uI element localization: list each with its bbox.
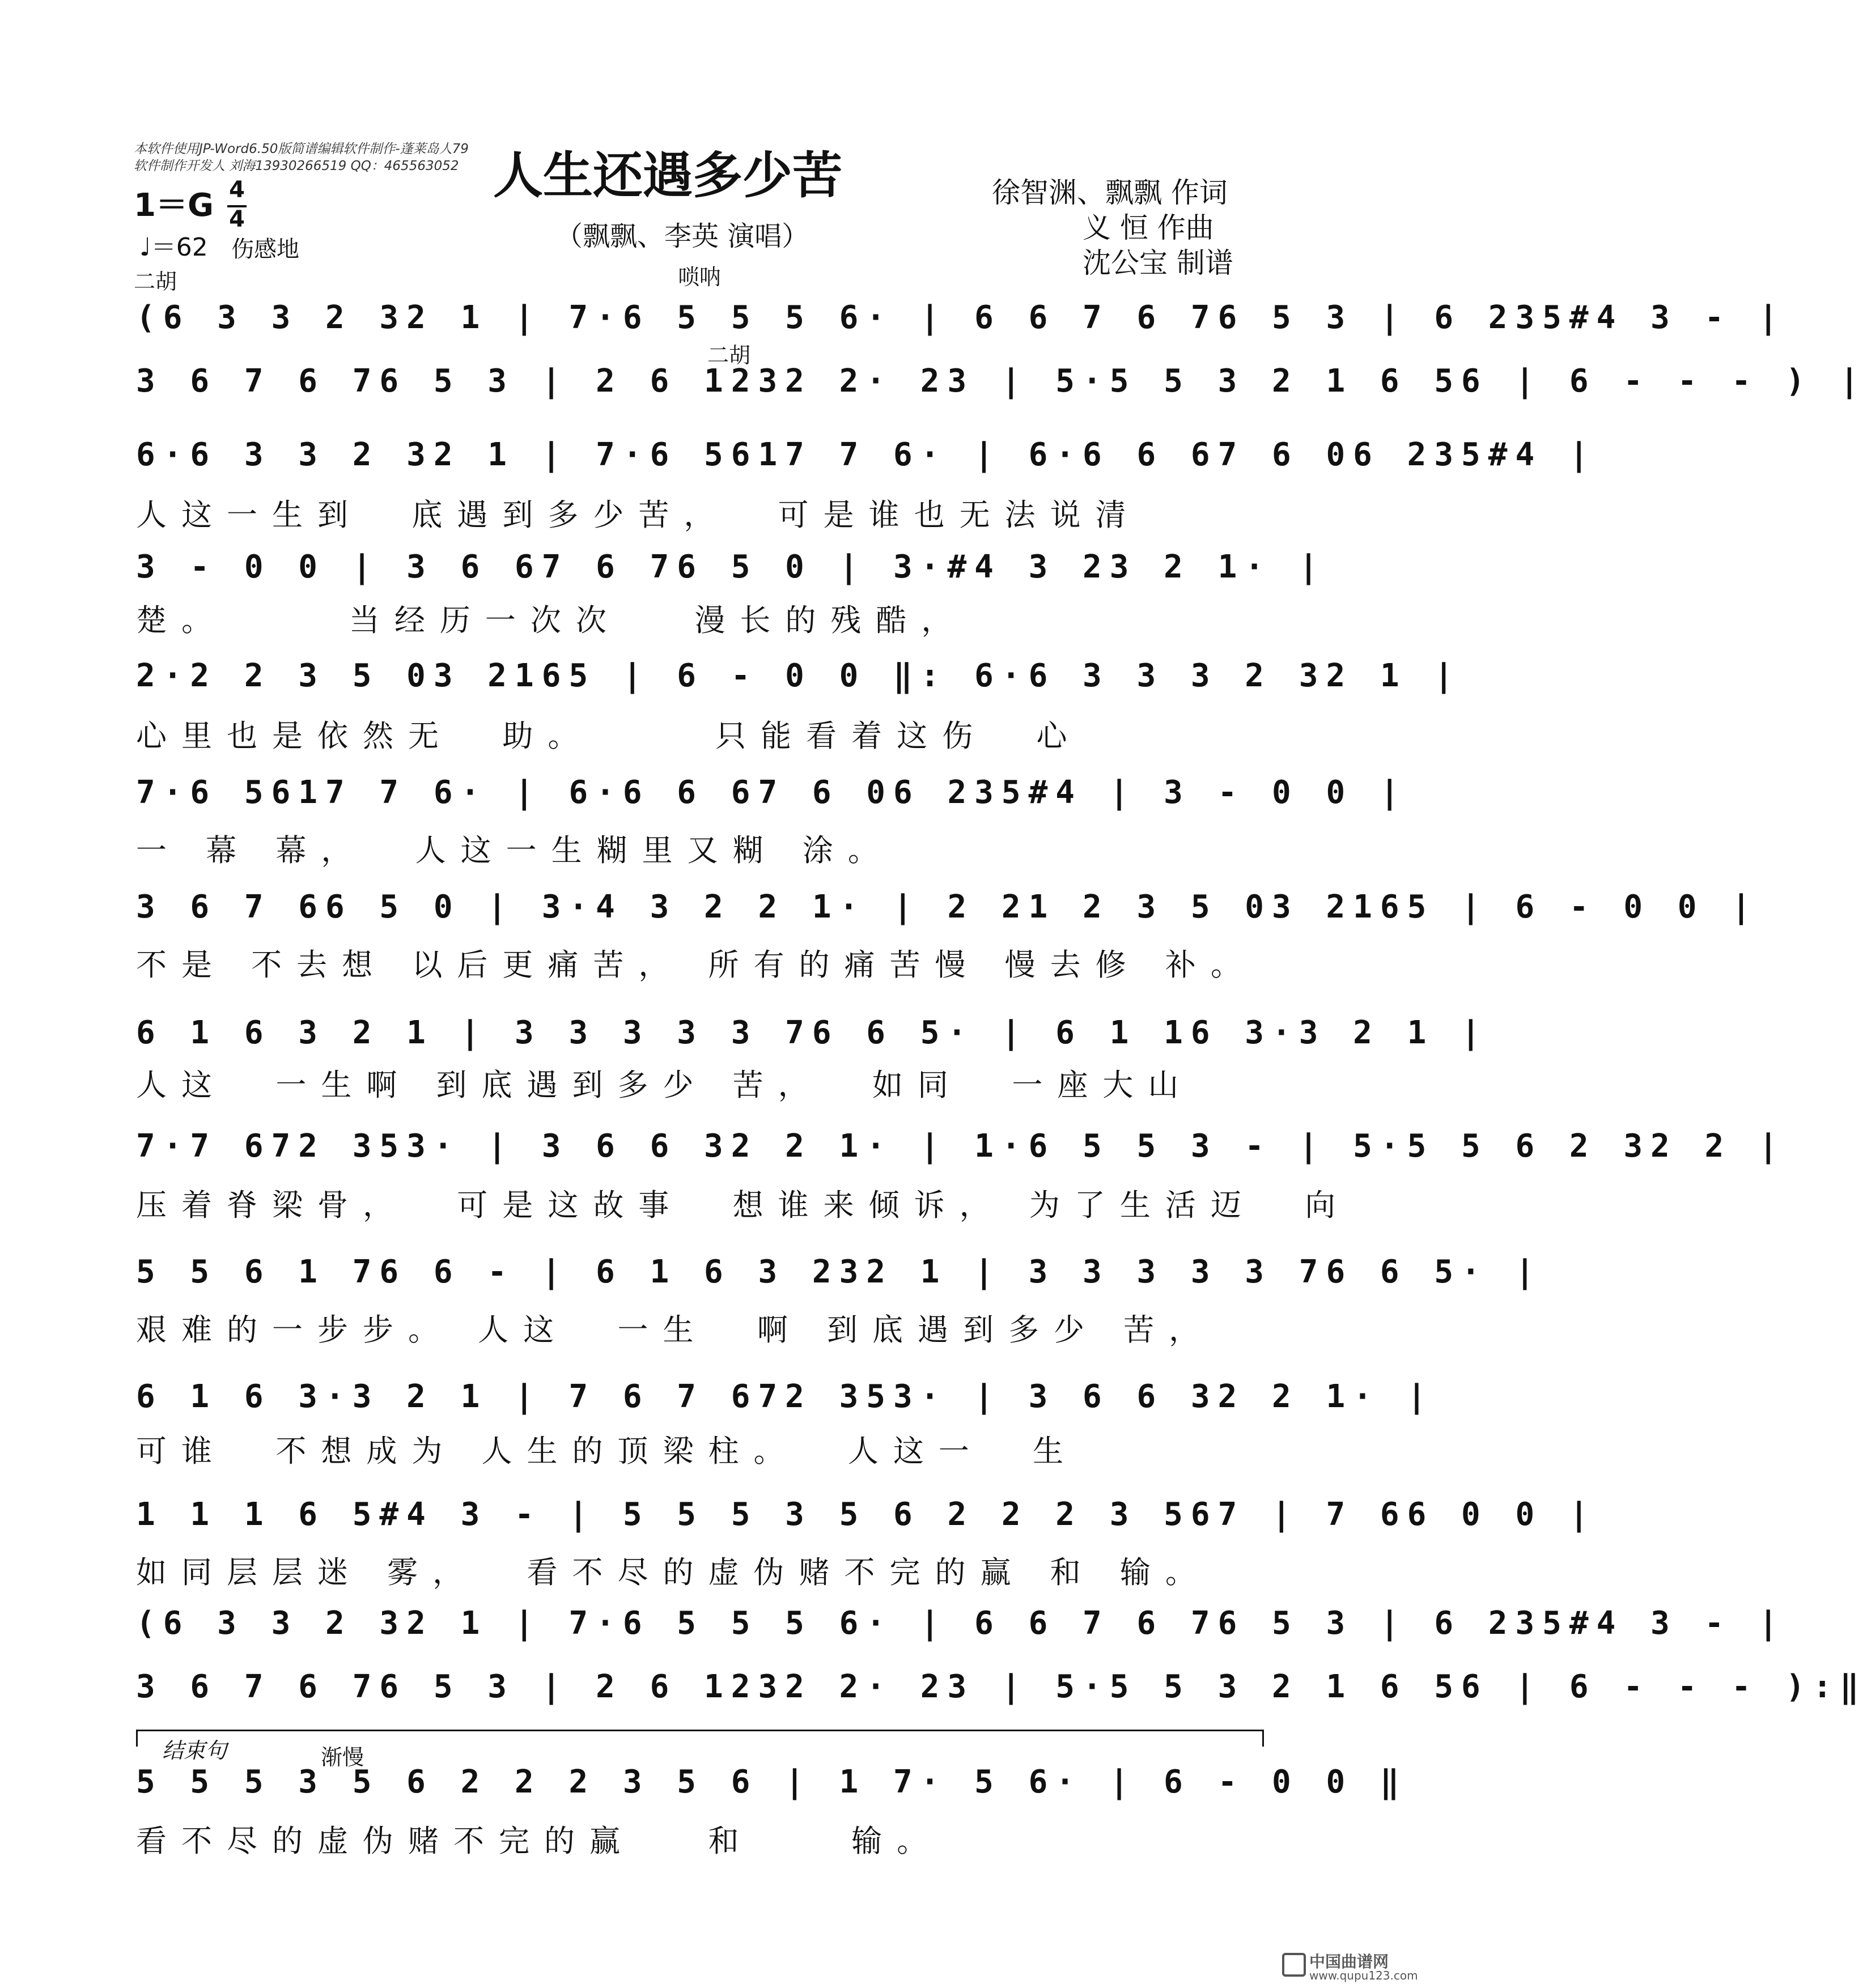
software-credit-line-2: 软件制作开发人 刘海13930266519 QQ：465563052 [134,159,459,173]
score-system-1-notes: (6 3 3 2 32 1 | 7·6 5 5 5 6· | 6 6 7 6 76 5 3 | 6 235#4 3 - | [136,299,1786,336]
score-system-4-lyrics: 楚。 当经历一次次 漫长的残酷， [136,602,967,638]
site-url: www.qupu123.com [1309,1969,1418,1982]
tempo-value: ＝62 [151,233,208,262]
time-signature-top: 4 [229,177,245,203]
ending-label: 结束句 [162,1738,227,1763]
score-system-12-notes: 1 1 1 6 5#4 3 - | 5 5 5 3 5 6 2 2 2 3 567 | 7 66 0 0 | [136,1496,1597,1533]
score-system-15-notes: 5 5 5 3 5 6 2 2 2 3 5 6 | 1 7· 5 6· | 6 - 0 0 ‖ [136,1764,1407,1800]
score-system-9-lyrics: 压着脊梁骨， 可是这故事 想谁来倾诉， 为了生活迈 向 [136,1187,1351,1223]
quarter-note-icon: ♩ [139,233,151,262]
arranger-credit: 沈公宝 制谱 [1083,247,1233,279]
instrument-mark-erhu: 二胡 [134,269,177,294]
expression-marking: 伤感地 [231,236,299,262]
tempo-marking [139,227,208,263]
score-system-7-notes: 3 6 7 66 5 0 | 3·4 3 2 2 1· | 2 21 2 3 5 03 2165 | 6 - 0 0 | [136,889,1759,925]
ending-bracket [136,1730,1264,1731]
score-system-9-notes: 7·7 672 353· | 3 6 6 32 2 1· | 1·6 5 5 3 - | 5·5 5 6 2 32 2 | [136,1128,1786,1165]
score-system-12-lyrics: 如同层层迷 雾， 看不尽的虚伪赌不完的赢 和 输。 [136,1554,1211,1590]
score-system-5-lyrics: 心里也是依然无 助。 只能看着这伤 心 [136,718,1082,754]
score-system-5-notes: 2·2 2 3 5 03 2165 | 6 - 0 0 ‖: 6·6 3 3 3 2 32 1 | [136,657,1462,694]
ritardando-mark: 渐慢 [321,1745,364,1770]
score-system-10-lyrics: 艰难的一步步。 人这 一生 啊 到底遇到多少 苦， [136,1312,1215,1348]
song-title: 人生还遇多少苦 [493,146,843,205]
score-system-4-notes: 3 - 0 0 | 3 6 67 6 76 5 0 | 3·#4 3 23 2 1· | [136,549,1326,585]
score-system-13-notes: (6 3 3 2 32 1 | 7·6 5 5 5 6· | 6 6 7 6 76 5 3 | 6 235#4 3 - | [136,1605,1786,1642]
score-system-8-notes: 6 1 6 3 2 1 | 3 3 3 3 3 76 6 5· | 6 1 16 3·3 2 1 | [136,1014,1488,1051]
composer-credit: 义 恒 作曲 [1083,211,1214,244]
score-system-11-notes: 6 1 6 3·3 2 1 | 7 6 7 672 353· | 3 6 6 32 2 1· | [136,1378,1435,1415]
score-system-3-lyrics: 人这一生到 底遇到多少苦， 可是谁也无法说清 [136,497,1141,533]
score-system-6-notes: 7·6 5617 7 6· | 6·6 6 67 6 06 235#4 | 3 - 0 0 | [136,774,1407,811]
instrument-mark-suona: 唢呐 [678,265,722,290]
site-name: 中国曲谱网 [1309,1952,1389,1971]
score-system-10-notes: 5 5 6 1 76 6 - | 6 1 6 3 232 1 | 3 3 3 3 3 76 6 5· | [136,1254,1543,1290]
score-system-6-lyrics: 一 幕 幕， 人这一生糊里又糊 涂。 [136,832,893,868]
score-system-14-notes: 3 6 7 6 76 5 3 | 2 6 1232 2· 23 | 5·5 5 3 2 1 6 56 | 6 - - - ):‖ [136,1668,1867,1705]
time-signature-bottom: 4 [229,206,245,232]
singers-line: （飘飘、李英 演唱） [555,220,809,252]
ending-bracket-left [136,1730,138,1747]
score-system-7-lyrics: 不是 不去想 以后更痛苦， 所有的痛苦慢 慢去修 补。 [136,947,1256,983]
score-system-2-notes: 3 6 7 6 76 5 3 | 2 6 1232 2· 23 | 5·5 5 3 2 1 6 56 | 6 - - - ) | [136,363,1867,400]
instrument-mark-erhu-2: 二胡 [707,343,751,368]
ending-bracket-right [1262,1730,1264,1747]
score-system-8-lyrics: 人这 一生啊 到底遇到多少 苦， 如同 一座大山 [136,1067,1194,1103]
score-system-15-lyrics: 看不尽的虚伪赌不完的赢 和 输。 [136,1823,943,1859]
score-system-11-lyrics: 可谁 不想成为 人生的顶梁柱。 人这一 生 [136,1433,1079,1469]
key-signature: 1＝G [134,187,214,224]
software-credit-line-1: 本软件使用JP-Word6.50版简谱编辑软件制作-蓬莱岛人79 [134,142,469,156]
lyricist-credit: 徐智渊、飘飘 作词 [992,176,1228,209]
site-logo-icon [1282,1953,1306,1977]
score-system-3-notes: 6·6 3 3 2 32 1 | 7·6 5617 7 6· | 6·6 6 67 6 06 235#4 | [136,436,1597,473]
